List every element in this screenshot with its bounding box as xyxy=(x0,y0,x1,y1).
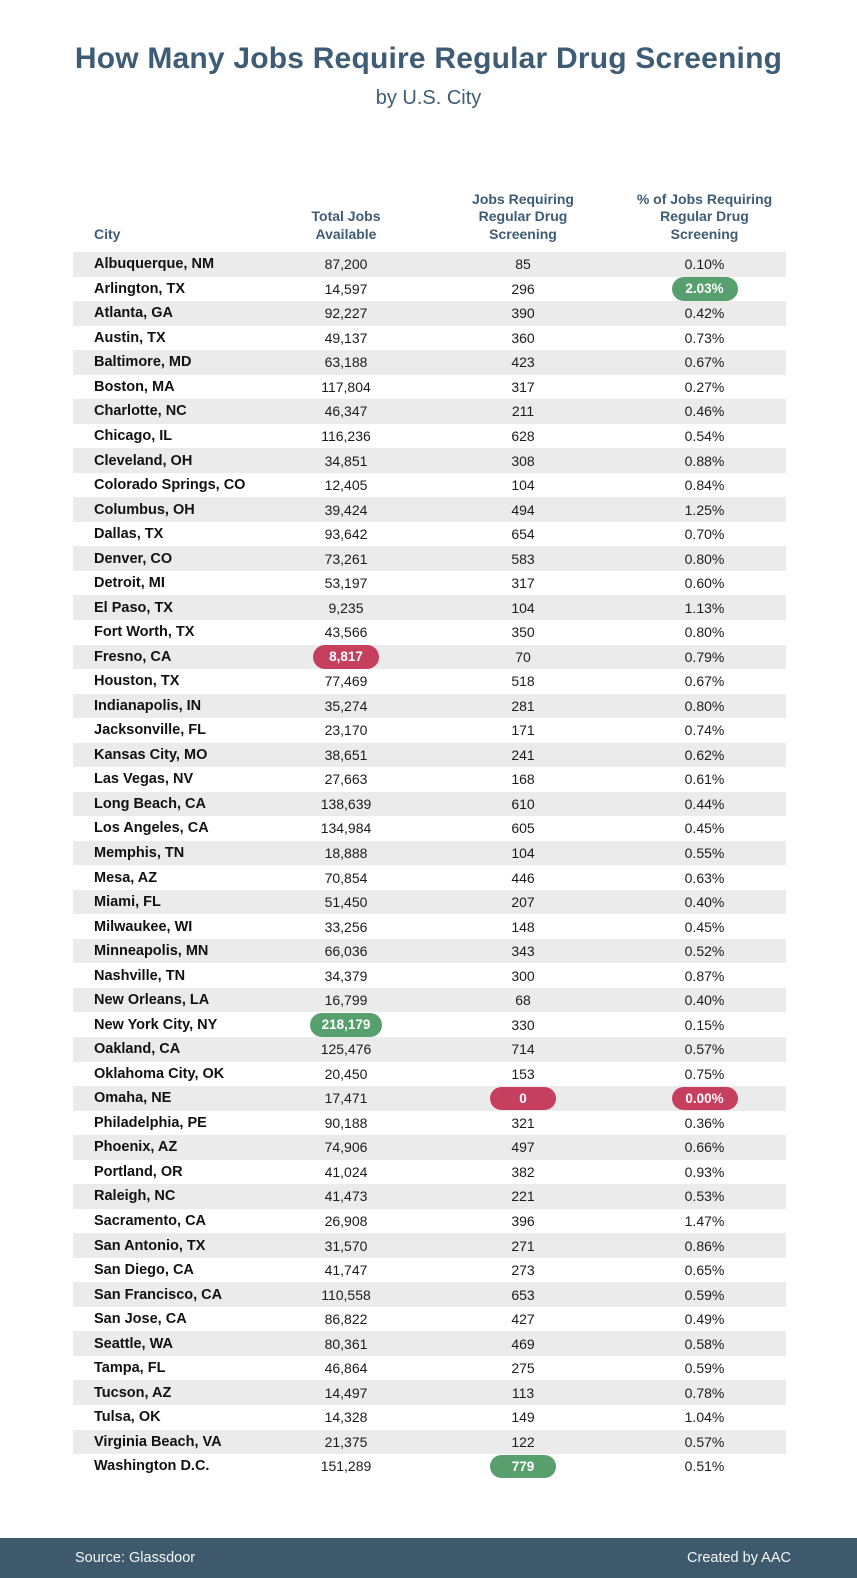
cell-screening-jobs: 149 xyxy=(511,1409,535,1426)
cell-percent: 0.61% xyxy=(684,771,725,788)
cell-screening-jobs: 68 xyxy=(515,992,531,1009)
cell-screening-jobs: 423 xyxy=(511,354,535,371)
cell-city: Memphis, TN xyxy=(94,845,185,862)
cell-percent: 0.51% xyxy=(684,1458,725,1475)
cell-total-jobs: 17,471 xyxy=(324,1090,368,1107)
cell-percent: 0.84% xyxy=(684,477,725,494)
cell-total-jobs: 20,450 xyxy=(324,1065,368,1082)
table-row xyxy=(73,1307,786,1332)
table-row xyxy=(73,546,786,571)
cell-screening-jobs: 271 xyxy=(511,1237,535,1254)
cell-city: Albuquerque, NM xyxy=(94,256,215,273)
cell-percent: 0.59% xyxy=(684,1360,725,1377)
cell-total-jobs: 41,024 xyxy=(324,1163,368,1180)
cell-total-jobs: 63,188 xyxy=(324,354,368,371)
cell-total-jobs: 14,328 xyxy=(324,1409,368,1426)
table-header-row xyxy=(73,182,786,252)
cell-total-jobs xyxy=(269,645,423,669)
cell-percent: 0.63% xyxy=(684,869,725,886)
cell-total-jobs: 31,570 xyxy=(324,1237,368,1254)
table-row xyxy=(73,1111,786,1136)
cell-screening-jobs: 497 xyxy=(511,1139,535,1156)
cell-total-jobs: 46,864 xyxy=(324,1360,368,1377)
cell-city: New Orleans, LA xyxy=(94,992,210,1009)
cell-screening-jobs: 300 xyxy=(511,967,535,984)
cell-screening-jobs: 605 xyxy=(511,820,535,837)
cell-percent: 0.60% xyxy=(684,575,725,592)
cell-total-jobs: 80,361 xyxy=(324,1335,368,1352)
table-row xyxy=(73,399,786,424)
table-row xyxy=(73,326,786,351)
cell-screening-jobs: 390 xyxy=(511,305,535,322)
cell-city: Cleveland, OH xyxy=(94,452,193,469)
cell-percent: 0.55% xyxy=(684,845,725,862)
footer-bar xyxy=(0,1538,857,1578)
cell-total-jobs: 116,236 xyxy=(321,427,371,444)
cell-city: Washington D.C. xyxy=(94,1458,210,1475)
table-row xyxy=(73,816,786,841)
cell-city: San Jose, CA xyxy=(94,1311,187,1328)
cell-percent: 1.47% xyxy=(684,1212,725,1229)
cell-city: Tulsa, OK xyxy=(94,1409,161,1426)
cell-screening-jobs: 275 xyxy=(511,1360,535,1377)
cell-screening-jobs: 207 xyxy=(511,894,535,911)
cell-city: Chicago, IL xyxy=(94,427,173,444)
table-row xyxy=(73,767,786,792)
cell-percent: 0.57% xyxy=(684,1041,725,1058)
cell-city: Kansas City, MO xyxy=(94,746,208,763)
cell-percent: 1.25% xyxy=(684,501,725,518)
table-row xyxy=(73,694,786,719)
cell-total-jobs: 9,235 xyxy=(328,599,364,616)
cell-city: Jacksonville, FL xyxy=(94,722,207,739)
cell-screening-jobs: 317 xyxy=(511,378,535,395)
cell-total-jobs: 38,651 xyxy=(324,746,368,763)
table-row xyxy=(73,988,786,1013)
table-row xyxy=(73,1086,786,1111)
cell-total-jobs: 43,566 xyxy=(324,624,368,641)
table-row xyxy=(73,424,786,449)
cell-screening-jobs: 85 xyxy=(515,256,531,273)
cell-screening-jobs: 360 xyxy=(511,329,535,346)
cell-screening-jobs xyxy=(423,1087,623,1111)
table-row xyxy=(73,1012,786,1037)
table-row xyxy=(73,1184,786,1209)
table-row xyxy=(73,497,786,522)
red-highlight-badge: 0.00% xyxy=(672,1087,738,1111)
cell-percent: 0.67% xyxy=(684,354,725,371)
cell-total-jobs: 53,197 xyxy=(324,575,368,592)
cell-screening-jobs: 396 xyxy=(511,1212,535,1229)
cell-percent: 0.54% xyxy=(684,427,725,444)
cell-total-jobs: 34,379 xyxy=(324,967,368,984)
cell-city: Detroit, MI xyxy=(94,575,165,592)
cell-city: Atlanta, GA xyxy=(94,305,173,322)
table-row xyxy=(73,669,786,694)
cell-percent: 0.86% xyxy=(684,1237,725,1254)
cell-city: Oakland, CA xyxy=(94,1041,181,1058)
cell-screening-jobs: 171 xyxy=(511,722,535,739)
table-row xyxy=(73,277,786,302)
cell-percent: 0.10% xyxy=(684,256,725,273)
cell-total-jobs: 90,188 xyxy=(324,1114,368,1131)
cell-city: Sacramento, CA xyxy=(94,1212,207,1229)
cell-screening-jobs: 104 xyxy=(511,599,535,616)
cell-percent: 0.57% xyxy=(684,1433,725,1450)
cell-total-jobs: 12,405 xyxy=(324,477,368,494)
cell-city: Seattle, WA xyxy=(94,1335,173,1352)
cell-percent: 0.80% xyxy=(684,550,725,567)
cell-city: Portland, OR xyxy=(94,1163,183,1180)
table-row xyxy=(73,1331,786,1356)
cell-city: Tampa, FL xyxy=(94,1360,166,1377)
cell-screening-jobs: 153 xyxy=(511,1065,535,1082)
table-row xyxy=(73,620,786,645)
drug-screening-table xyxy=(73,182,786,1479)
cell-city: Indianapolis, IN xyxy=(94,697,202,714)
table-row xyxy=(73,865,786,890)
table-row xyxy=(73,1233,786,1258)
cell-total-jobs: 34,851 xyxy=(324,452,368,469)
table-row xyxy=(73,1160,786,1185)
cell-percent: 0.58% xyxy=(684,1335,725,1352)
cell-city: Milwaukee, WI xyxy=(94,918,193,935)
cell-city: Miami, FL xyxy=(94,894,161,911)
cell-screening-jobs: 350 xyxy=(511,624,535,641)
cell-city: Arlington, TX xyxy=(94,280,186,297)
cell-total-jobs: 35,274 xyxy=(324,697,368,714)
cell-percent: 1.04% xyxy=(684,1409,725,1426)
cell-total-jobs: 93,642 xyxy=(324,526,368,543)
cell-total-jobs: 39,424 xyxy=(324,501,368,518)
table-row xyxy=(73,718,786,743)
cell-percent: 0.49% xyxy=(684,1311,725,1328)
cell-total-jobs: 73,261 xyxy=(324,550,368,567)
cell-total-jobs: 18,888 xyxy=(324,845,368,862)
cell-screening-jobs: 273 xyxy=(511,1262,535,1279)
cell-screening-jobs: 104 xyxy=(511,845,535,862)
cell-percent: 0.80% xyxy=(684,624,725,641)
cell-percent: 0.40% xyxy=(684,894,725,911)
cell-screening-jobs: 70 xyxy=(515,648,531,665)
cell-city: Las Vegas, NV xyxy=(94,771,194,788)
cell-city: Los Angeles, CA xyxy=(94,820,209,837)
cell-total-jobs: 23,170 xyxy=(324,722,368,739)
cell-city: Mesa, AZ xyxy=(94,869,158,886)
cell-city: Houston, TX xyxy=(94,673,180,690)
cell-screening-jobs: 148 xyxy=(511,918,535,935)
table-row xyxy=(73,890,786,915)
green-highlight-badge: 218,179 xyxy=(310,1013,383,1037)
cell-total-jobs: 41,473 xyxy=(324,1188,368,1205)
cell-city: Tucson, AZ xyxy=(94,1384,172,1401)
table-row xyxy=(73,743,786,768)
cell-city: Dallas, TX xyxy=(94,526,164,543)
table-row xyxy=(73,595,786,620)
cell-city: San Francisco, CA xyxy=(94,1286,223,1303)
cell-screening-jobs: 653 xyxy=(511,1286,535,1303)
table-row xyxy=(73,301,786,326)
table-row xyxy=(73,1062,786,1087)
cell-percent: 0.52% xyxy=(684,943,725,960)
cell-city: Boston, MA xyxy=(94,378,175,395)
cell-screening-jobs: 628 xyxy=(511,427,535,444)
cell-screening-jobs: 469 xyxy=(511,1335,535,1352)
table-row xyxy=(73,571,786,596)
cell-total-jobs: 151,289 xyxy=(320,1458,372,1475)
cell-city: Baltimore, MD xyxy=(94,354,192,371)
table-row xyxy=(73,1135,786,1160)
cell-total-jobs xyxy=(269,1013,423,1037)
cell-total-jobs: 49,137 xyxy=(324,329,368,346)
cell-percent: 0.42% xyxy=(684,305,725,322)
page-subtitle: by U.S. City xyxy=(375,87,482,109)
red-highlight-badge: 0 xyxy=(490,1087,556,1111)
column-header-total-jobs: Total Jobs Available xyxy=(311,208,381,242)
cell-screening-jobs: 714 xyxy=(511,1041,535,1058)
cell-screening-jobs: 330 xyxy=(511,1016,535,1033)
table-row xyxy=(73,645,786,670)
cell-city: Denver, CO xyxy=(94,550,173,567)
cell-total-jobs: 87,200 xyxy=(324,256,368,273)
cell-total-jobs: 86,822 xyxy=(324,1311,368,1328)
cell-percent: 0.70% xyxy=(684,526,725,543)
green-highlight-badge: 779 xyxy=(490,1455,556,1479)
table-row xyxy=(73,473,786,498)
cell-city: Long Beach, CA xyxy=(94,795,206,812)
cell-total-jobs: 51,450 xyxy=(324,894,368,911)
cell-city: Minneapolis, MN xyxy=(94,943,209,960)
cell-total-jobs: 125,476 xyxy=(320,1041,372,1058)
cell-total-jobs: 14,597 xyxy=(324,280,368,297)
cell-screening-jobs: 343 xyxy=(511,943,535,960)
cell-percent xyxy=(623,277,786,301)
cell-screening-jobs: 610 xyxy=(511,795,535,812)
cell-total-jobs: 110,558 xyxy=(321,1286,371,1303)
cell-percent: 0.65% xyxy=(684,1262,725,1279)
cell-percent: 0.62% xyxy=(684,746,725,763)
table-row xyxy=(73,1454,786,1479)
cell-percent: 0.59% xyxy=(684,1286,725,1303)
table-row xyxy=(73,792,786,817)
cell-screening-jobs: 321 xyxy=(511,1114,535,1131)
cell-city: San Diego, CA xyxy=(94,1262,194,1279)
cell-total-jobs: 27,663 xyxy=(324,771,368,788)
cell-percent: 0.93% xyxy=(684,1163,725,1180)
cell-percent: 0.88% xyxy=(684,452,725,469)
cell-screening-jobs: 654 xyxy=(511,526,535,543)
red-highlight-badge: 8,817 xyxy=(313,645,379,669)
cell-city: El Paso, TX xyxy=(94,599,173,616)
table-row xyxy=(73,841,786,866)
cell-total-jobs: 77,469 xyxy=(324,673,368,690)
cell-percent: 0.67% xyxy=(684,673,725,690)
cell-city: Austin, TX xyxy=(94,329,166,346)
cell-screening-jobs: 241 xyxy=(511,746,535,763)
cell-screening-jobs: 113 xyxy=(511,1384,535,1401)
cell-total-jobs: 33,256 xyxy=(324,918,368,935)
cell-percent: 0.45% xyxy=(684,820,725,837)
table-row xyxy=(73,522,786,547)
table-row xyxy=(73,1037,786,1062)
cell-city: Phoenix, AZ xyxy=(94,1139,178,1156)
table-row xyxy=(73,939,786,964)
cell-percent xyxy=(623,1087,786,1111)
cell-total-jobs: 138,639 xyxy=(320,795,372,812)
table-row xyxy=(73,1209,786,1234)
cell-city: Fort Worth, TX xyxy=(94,624,195,641)
cell-total-jobs: 117,804 xyxy=(321,378,371,395)
cell-percent: 0.40% xyxy=(684,992,725,1009)
cell-city: Philadelphia, PE xyxy=(94,1114,207,1131)
cell-city: Raleigh, NC xyxy=(94,1188,176,1205)
cell-total-jobs: 92,227 xyxy=(324,305,368,322)
cell-city: New York City, NY xyxy=(94,1016,218,1033)
cell-percent: 0.74% xyxy=(684,722,725,739)
cell-percent: 0.75% xyxy=(684,1065,725,1082)
cell-total-jobs: 41,747 xyxy=(324,1262,368,1279)
table-row xyxy=(73,1380,786,1405)
cell-screening-jobs xyxy=(423,1455,623,1479)
cell-city: Charlotte, NC xyxy=(94,403,187,420)
cell-total-jobs: 14,497 xyxy=(324,1384,368,1401)
cell-total-jobs: 66,036 xyxy=(324,943,368,960)
cell-percent: 0.15% xyxy=(684,1016,725,1033)
cell-screening-jobs: 122 xyxy=(511,1433,535,1450)
cell-city: Omaha, NE xyxy=(94,1090,172,1107)
table-row xyxy=(73,252,786,277)
table-row xyxy=(73,1258,786,1283)
cell-screening-jobs: 296 xyxy=(511,280,535,297)
cell-screening-jobs: 211 xyxy=(511,403,535,420)
cell-screening-jobs: 494 xyxy=(511,501,535,518)
cell-percent: 0.80% xyxy=(684,697,725,714)
cell-total-jobs: 134,984 xyxy=(320,820,372,837)
cell-city: Virginia Beach, VA xyxy=(94,1433,222,1450)
page-title: How Many Jobs Require Regular Drug Screening xyxy=(74,42,783,75)
cell-total-jobs: 21,375 xyxy=(324,1433,368,1450)
table-row xyxy=(73,1430,786,1455)
cell-percent: 0.36% xyxy=(684,1114,725,1131)
cell-total-jobs: 46,347 xyxy=(324,403,368,420)
cell-total-jobs: 16,799 xyxy=(324,992,368,1009)
cell-percent: 0.79% xyxy=(684,648,725,665)
cell-percent: 0.44% xyxy=(684,795,725,812)
cell-screening-jobs: 281 xyxy=(511,697,535,714)
source-text: Source: Glassdoor xyxy=(75,1550,196,1566)
cell-percent: 1.13% xyxy=(684,599,725,616)
cell-screening-jobs: 104 xyxy=(511,477,535,494)
cell-city: Colorado Springs, CO xyxy=(94,477,246,494)
column-header-screening-percent: % of Jobs Requiring Regular Drug Screening xyxy=(636,190,773,242)
cell-percent: 0.66% xyxy=(684,1139,725,1156)
column-header-city: City xyxy=(94,225,121,242)
table-row xyxy=(73,914,786,939)
green-highlight-badge: 2.03% xyxy=(672,277,738,301)
cell-total-jobs: 74,906 xyxy=(324,1139,368,1156)
cell-screening-jobs: 446 xyxy=(511,869,535,886)
credit-text: Created by AAC xyxy=(687,1550,791,1566)
table-row xyxy=(73,350,786,375)
cell-city: Nashville, TN xyxy=(94,967,186,984)
cell-percent: 0.45% xyxy=(684,918,725,935)
cell-percent: 0.27% xyxy=(684,378,725,395)
cell-city: Columbus, OH xyxy=(94,501,195,518)
cell-screening-jobs: 583 xyxy=(511,550,535,567)
cell-total-jobs: 26,908 xyxy=(324,1212,368,1229)
cell-city: San Antonio, TX xyxy=(94,1237,206,1254)
cell-screening-jobs: 168 xyxy=(511,771,535,788)
table-row xyxy=(73,1282,786,1307)
table-row xyxy=(73,448,786,473)
table-row xyxy=(73,375,786,400)
cell-screening-jobs: 518 xyxy=(511,673,535,690)
table-row xyxy=(73,1356,786,1381)
table-body xyxy=(73,252,786,1479)
cell-percent: 0.53% xyxy=(684,1188,725,1205)
table-row xyxy=(73,1405,786,1430)
column-header-screening-jobs: Jobs Requiring Regular Drug Screening xyxy=(472,190,574,242)
cell-percent: 0.46% xyxy=(684,403,725,420)
cell-city: Oklahoma City, OK xyxy=(94,1065,225,1082)
cell-city: Fresno, CA xyxy=(94,648,172,665)
cell-percent: 0.73% xyxy=(684,329,725,346)
cell-percent: 0.78% xyxy=(684,1384,725,1401)
cell-screening-jobs: 221 xyxy=(511,1188,535,1205)
cell-screening-jobs: 317 xyxy=(511,575,535,592)
table-row xyxy=(73,963,786,988)
cell-screening-jobs: 427 xyxy=(511,1311,535,1328)
cell-screening-jobs: 382 xyxy=(511,1163,535,1180)
cell-screening-jobs: 308 xyxy=(511,452,535,469)
cell-total-jobs: 70,854 xyxy=(324,869,368,886)
cell-percent: 0.87% xyxy=(684,967,725,984)
